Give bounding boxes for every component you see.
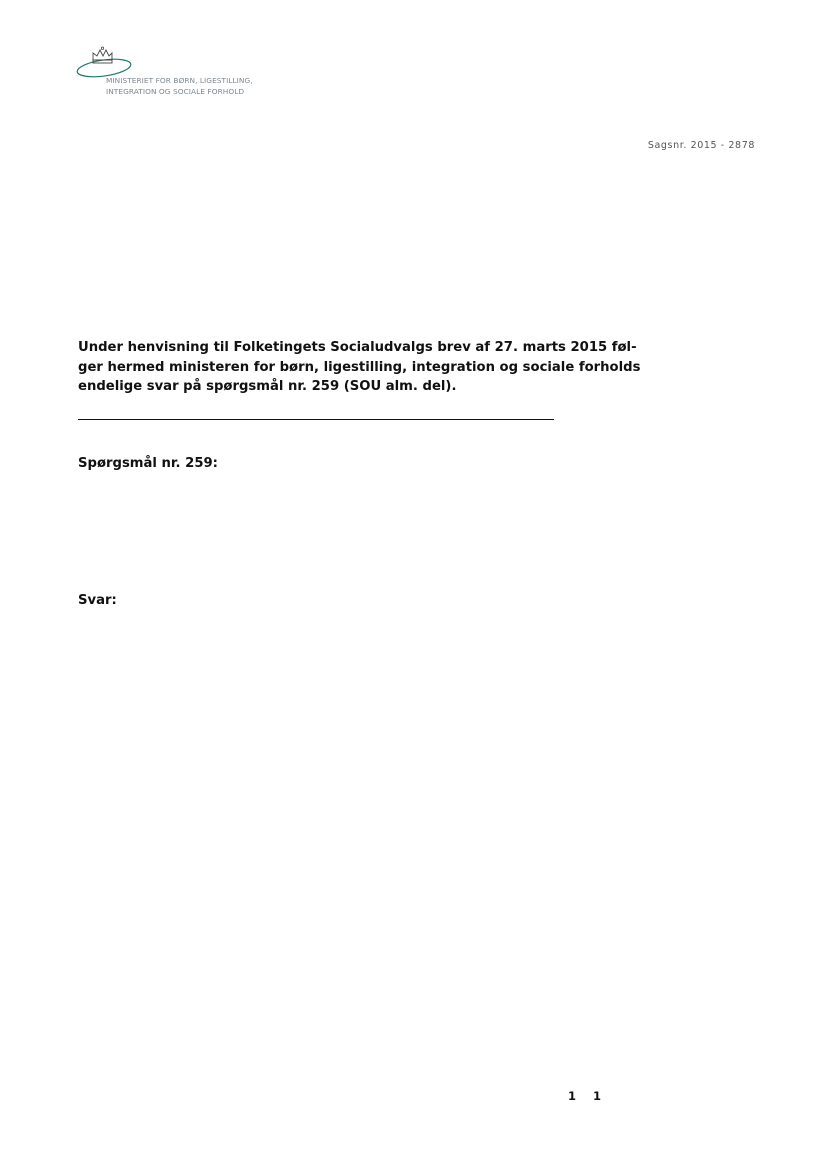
page-number: 1 (568, 1089, 577, 1103)
ministry-logo (76, 46, 276, 98)
horizontal-divider (78, 419, 554, 420)
logo-text-line-2: INTEGRATION OG SOCIALE FORHOLD (106, 87, 245, 96)
intro-line: Under henvisning til Folketingets Socialudvalgs brev af 27. marts 2015 føl- (78, 340, 637, 355)
intro-paragraph (78, 338, 641, 397)
case-number: Sagsnr. 2015 - 2878 (647, 140, 755, 151)
intro-line: endelige svar på spørgsmål nr. 259 (SOU alm. del). (78, 379, 457, 394)
crown-emblem-icon (76, 46, 136, 80)
question-heading: Spørgsmål nr. 259: (78, 456, 218, 471)
logo-text-line-1: MINISTERIET FOR BØRN, LIGESTILLING, (106, 76, 253, 85)
page-count: 1 (593, 1089, 602, 1103)
intro-line: ger hermed ministeren for børn, ligestilling, integration og sociale forholds (78, 359, 641, 375)
answer-heading: Svar: (78, 593, 117, 608)
